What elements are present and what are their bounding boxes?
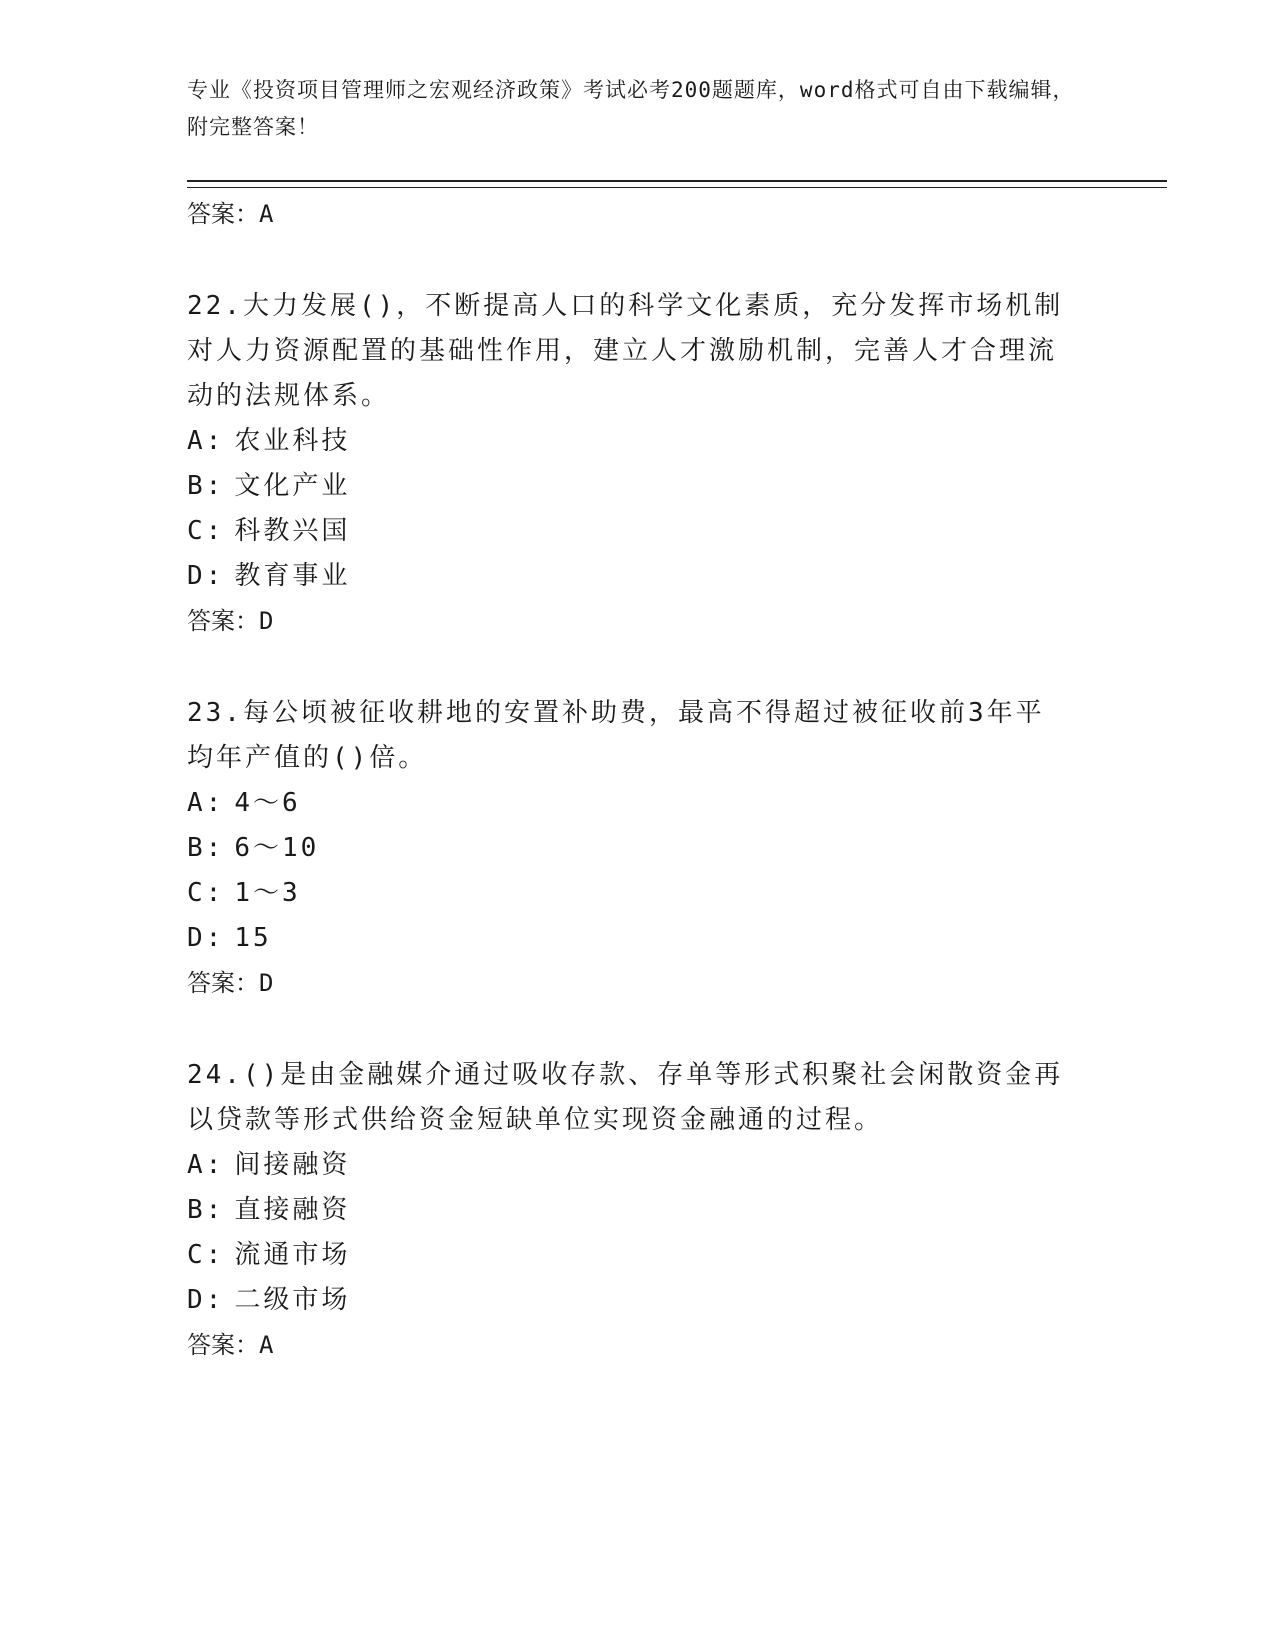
answer-label: 答案： xyxy=(187,200,259,228)
option-key: C xyxy=(187,516,206,546)
option-text: 6～10 xyxy=(234,833,320,863)
option-text: 教育事业 xyxy=(234,561,351,591)
option-text: 直接融资 xyxy=(234,1195,351,1225)
option-separator: : xyxy=(205,1240,225,1270)
answer-value: D xyxy=(259,607,274,635)
option-a xyxy=(187,419,1167,464)
option-key: D xyxy=(187,923,206,953)
option-separator: : xyxy=(205,833,225,863)
option-c xyxy=(187,871,1167,916)
answer-value: A xyxy=(259,200,274,228)
option-b xyxy=(187,1188,1167,1233)
question-22 xyxy=(187,284,1167,643)
option-key: A xyxy=(187,1150,206,1180)
option-text: 文化产业 xyxy=(234,471,351,501)
option-separator: : xyxy=(205,426,225,456)
option-separator: : xyxy=(205,561,225,591)
answer-label: 答案： xyxy=(187,607,259,635)
question-24 xyxy=(187,1053,1167,1367)
question-stem: 24.()是由金融媒介通过吸收存款、存单等形式积聚社会闲散资金再以贷款等形式供给资金短缺单位实现资金融通的过程。 xyxy=(187,1060,1064,1135)
answer-label: 答案： xyxy=(187,969,259,997)
answer-line xyxy=(187,1323,1167,1367)
option-d xyxy=(187,554,1167,599)
previous-answer xyxy=(187,192,1167,236)
option-text: 1～3 xyxy=(234,878,301,908)
question-stem: 22.大力发展()，不断提高人口的科学文化素质，充分发挥市场机制对人力资源配置的基础性作用，建立人才激励机制，完善人才合理流动的法规体系。 xyxy=(187,291,1064,411)
option-key: C xyxy=(187,1240,206,1270)
option-text: 农业科技 xyxy=(234,426,351,456)
option-text: 流通市场 xyxy=(234,1240,351,1270)
option-key: C xyxy=(187,878,206,908)
option-b xyxy=(187,826,1167,871)
question-stem: 23.每公顷被征收耕地的安置补助费，最高不得超过被征收前3年平均年产值的()倍。 xyxy=(187,698,1045,773)
option-separator: : xyxy=(205,923,225,953)
option-d xyxy=(187,1278,1167,1323)
question-list xyxy=(187,192,1167,1367)
option-text: 15 xyxy=(234,923,272,953)
answer-value: A xyxy=(259,1331,274,1359)
option-c xyxy=(187,1233,1167,1278)
option-key: B xyxy=(187,833,206,863)
option-key: A xyxy=(187,426,206,456)
option-c xyxy=(187,509,1167,554)
option-key: A xyxy=(187,788,206,818)
answer-line xyxy=(187,961,1167,1005)
option-separator: : xyxy=(205,471,225,501)
option-key: D xyxy=(187,1285,206,1315)
option-key: D xyxy=(187,561,206,591)
option-separator: : xyxy=(205,1150,225,1180)
option-text: 科教兴国 xyxy=(234,516,351,546)
option-separator: : xyxy=(205,878,225,908)
answer-value: D xyxy=(259,969,274,997)
document-page xyxy=(187,72,1087,1359)
answer-label: 答案： xyxy=(187,1331,259,1359)
option-separator: : xyxy=(205,516,225,546)
option-key: B xyxy=(187,471,206,501)
option-separator: : xyxy=(205,1195,225,1225)
option-text: 间接融资 xyxy=(234,1150,351,1180)
answer-line xyxy=(187,599,1167,643)
option-separator: : xyxy=(205,1285,225,1315)
document-header: 专业《投资项目管理师之宏观经济政策》考试必考200题题库，word格式可自由下载编辑，附完整答案！ xyxy=(187,78,1075,139)
option-text: 4～6 xyxy=(234,788,301,818)
option-key: B xyxy=(187,1195,206,1225)
question-23 xyxy=(187,691,1167,1005)
header-divider xyxy=(187,180,1167,188)
option-a xyxy=(187,1143,1167,1188)
option-a xyxy=(187,781,1167,826)
option-b xyxy=(187,464,1167,509)
option-text: 二级市场 xyxy=(234,1285,351,1315)
option-d xyxy=(187,916,1167,961)
option-separator: : xyxy=(205,788,225,818)
